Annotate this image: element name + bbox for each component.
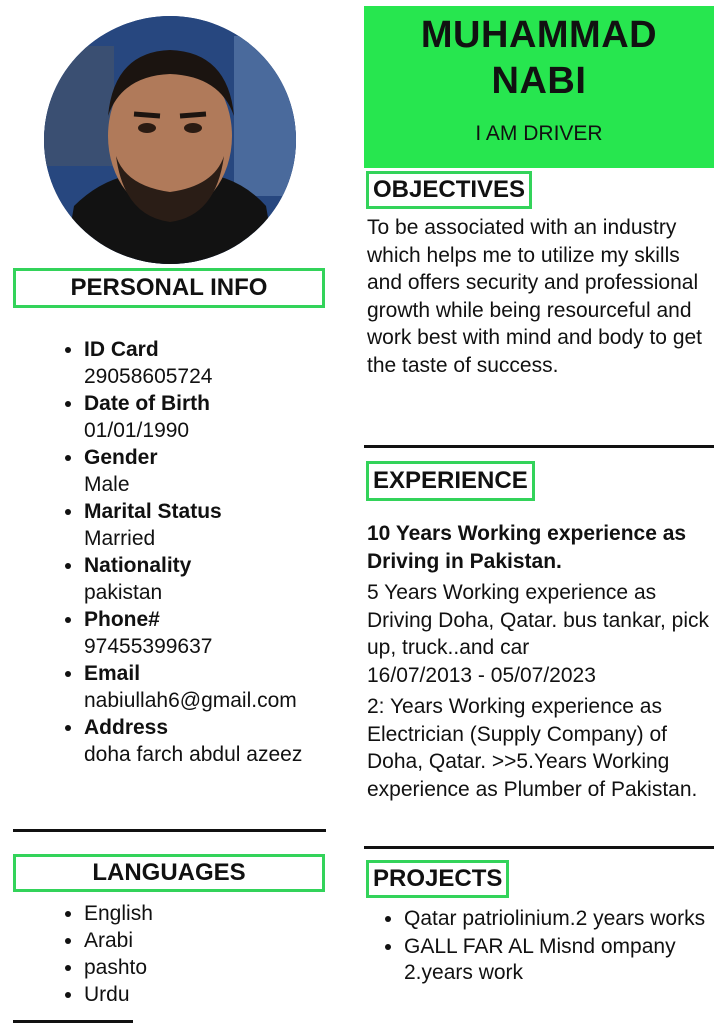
languages-list <box>62 900 153 1008</box>
personal-info-list <box>62 336 354 768</box>
info-value: Male <box>84 473 130 496</box>
info-label: • Address <box>84 716 169 739</box>
info-item-address <box>84 714 354 768</box>
languages-heading <box>13 854 325 892</box>
objectives-heading <box>366 171 532 209</box>
profile-photo <box>44 16 296 264</box>
experience-title: 10 Years Working experience as Driving in Pakistan. <box>367 522 687 573</box>
job-title: I AM DRIVER <box>475 122 603 145</box>
name-banner <box>364 6 714 168</box>
objectives-text: To be associated with an industry which helps me to utilize my skills and offers security and professional growth while being resourceful and work best with mind and body to get the taste of success. <box>367 216 703 377</box>
experience-heading-text: EXPERIENCE <box>373 467 528 494</box>
info-item-phone <box>84 606 354 660</box>
language-item: • pashto <box>84 954 153 981</box>
info-value: Married <box>84 527 156 550</box>
section-divider <box>13 829 326 832</box>
info-item-nationality <box>84 552 354 606</box>
info-value: 01/01/1990 <box>84 419 190 442</box>
info-item-email <box>84 660 354 714</box>
info-value: 97455399637 <box>84 635 213 658</box>
info-label: • Nationality <box>84 554 192 577</box>
language-item: • Arabi <box>84 927 153 954</box>
experience-dates: 16/07/2013 - 05/07/2023 <box>367 663 596 687</box>
personal-info-heading-text: PERSONAL INFO <box>70 274 268 301</box>
section-divider <box>13 1020 133 1023</box>
info-label: • Email <box>84 662 141 685</box>
info-label: • ID Card <box>84 338 159 361</box>
info-item-date-of-birth <box>84 390 354 444</box>
info-item-id-card <box>84 336 354 390</box>
project-item: • Qatar patriolinium.2 years works <box>404 906 725 932</box>
info-value: doha farch abdul azeez <box>84 743 303 766</box>
objectives-heading-text: OBJECTIVES <box>373 176 526 203</box>
info-value: pakistan <box>84 581 163 604</box>
experience-block <box>367 520 717 803</box>
info-label: • Marital Status <box>84 500 222 523</box>
language-item: • Urdu <box>84 981 153 1008</box>
experience-heading <box>366 461 535 501</box>
experience-line: 2: Years Working experience as Electrician (Supply Company) of Doha, Qatar. >>5.Years Working experience as Plumber of Pakistan. <box>367 695 698 801</box>
info-value: 29058605724 <box>84 365 213 388</box>
info-label: • Phone# <box>84 608 160 631</box>
projects-list <box>382 906 725 988</box>
language-item: • English <box>84 900 153 927</box>
languages-heading-text: LANGUAGES <box>92 859 246 886</box>
section-divider <box>364 846 714 849</box>
info-item-gender <box>84 444 354 498</box>
name-line-2: NABI <box>491 60 587 102</box>
info-label: • Gender <box>84 446 158 469</box>
info-label: • Date of Birth <box>84 392 210 415</box>
personal-info-heading <box>13 268 325 308</box>
section-divider <box>364 445 714 448</box>
projects-heading-text: PROJECTS <box>373 865 503 892</box>
projects-heading <box>366 860 509 898</box>
experience-line: 5 Years Working experience as Driving Doha, Qatar. bus tankar, pick up, truck..and car <box>367 581 709 659</box>
info-item-marital-status <box>84 498 354 552</box>
name-line-1: MUHAMMAD <box>420 14 658 56</box>
profile-photo-image <box>44 16 296 264</box>
info-value: nabiullah6@gmail.com <box>84 689 297 712</box>
project-item: • GALL FAR AL Misnd ompany 2.years work <box>404 934 725 986</box>
